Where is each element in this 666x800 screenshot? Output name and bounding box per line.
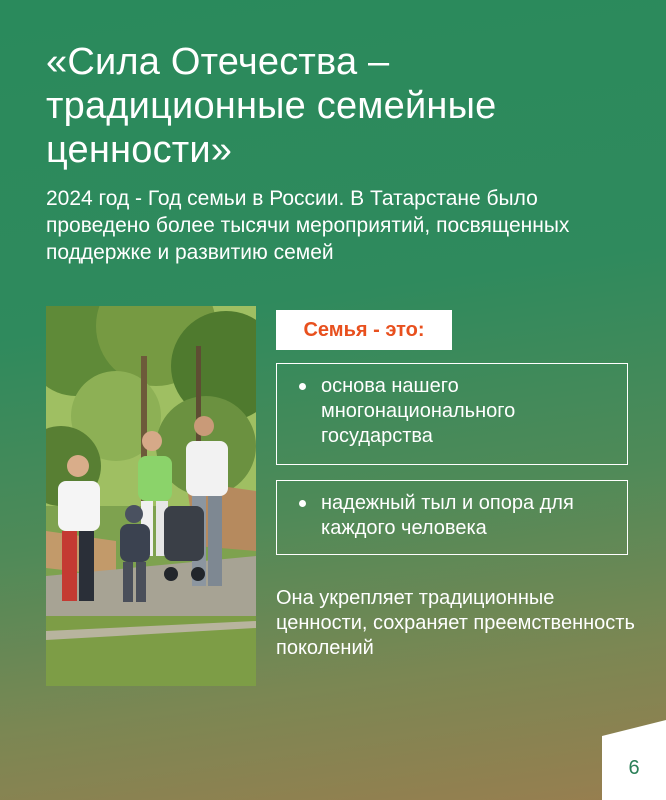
family-label-box bbox=[276, 310, 452, 350]
definition-text: надежный тыл и опора для каждого человека bbox=[321, 492, 574, 539]
page-number: 6 bbox=[628, 756, 640, 779]
summary-paragraph: Она укрепляет традиционные ценности, сохраняет преемственность поколений bbox=[276, 587, 635, 659]
family-label: Семья - это: bbox=[303, 318, 425, 341]
bullet-icon bbox=[299, 500, 306, 507]
page-title: «Сила Отечества – традиционные семейные ценности» bbox=[46, 41, 497, 171]
family-photo bbox=[46, 306, 256, 686]
page-subtitle: 2024 год - Год семьи в России. В Татарстане было проведено более тысячи мероприятий, посвященных поддержке и развитию семей bbox=[46, 187, 570, 264]
definition-card bbox=[276, 363, 628, 465]
bullet-icon bbox=[299, 383, 306, 390]
definition-text: основа нашего многонационального государства bbox=[321, 375, 516, 447]
definition-card bbox=[276, 480, 628, 555]
